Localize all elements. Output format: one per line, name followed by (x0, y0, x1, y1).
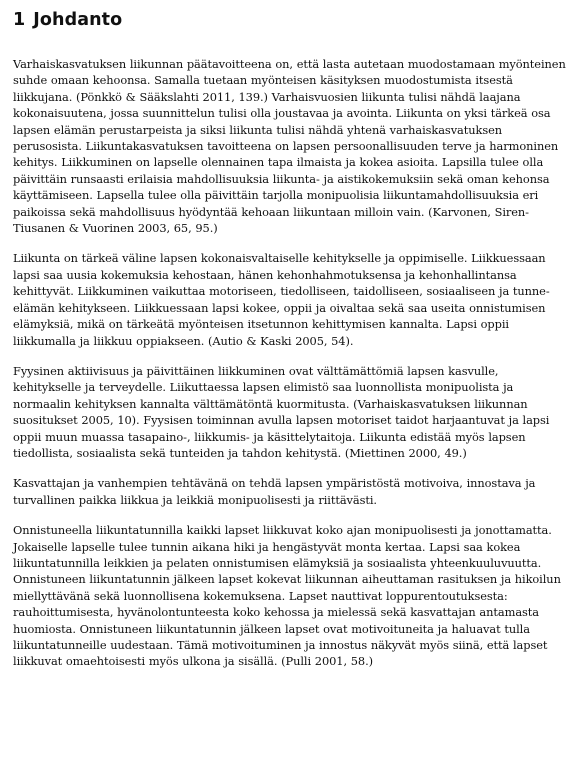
chapter-number: 1 (13, 10, 26, 30)
document-body (13, 56, 569, 670)
chapter-heading (13, 8, 569, 32)
paragraph: Varhaiskasvatuksen liikunnan päätavoitteena on, että lasta autetaan muodostamaan myönteinen suhde omaan kehoonsa. Samalla tuetaan myönteisen käsityksen muodostumista itsestä liikkujana. (Pönkkö & Sääkslahti 2011, 139.) Varhaisvuosien liikunta tulisi nähdä laajana kokonaisuutena, jossa suunnittelun tulisi olla joustavaa ja avointa. Liikunta on yksi tärkeä osa lapsen elämän perustarpeista ja siksi liikunta tulisi nähdä yhtenä varhaiskasvatuksen perusosista. Liikuntakasvatuksen tavoitteena on lapsen persoonallisuuden terve ja harmoninen kehitys. Liikkuminen on lapselle olennainen tapa ilmaista ja kokea asioita. Lapsilla tulee olla päivittäin runsaasti erilaisia mahdollisuuksia liikunta- ja aistikokemuksiin sekä oman kehonsa käyttämiseen. Lapsella tulee olla päivittäin tarjolla monipuolisia liikuntamahdollisuuksia eri paikoissa sekä mahdollisuus hyödyntää kehoaan liikuntaan milloin vain. (Karvonen, Siren-Tiusanen & Vuorinen 2003, 65, 95.) (13, 57, 566, 236)
document-page (13, 0, 569, 684)
paragraph: Onnistuneella liikuntatunnilla kaikki lapset liikkuvat koko ajan monipuolisesti ja jonottamatta. Jokaiselle lapselle tulee tunnin aikana hiki ja hengästyvät monta kertaa. Lapsi saa kokea liikuntatunnilla leikkien ja pelaten onnistumisen elämyksiä ja sosiaalista yhteenkuuluvuutta. Onnistuneen liikuntatunnin jälkeen lapset kokevat liikunnan aiheuttaman rasituksen ja hikoilun miellyttävänä sekä luonnollisena kokemuksena. Lapset nauttivat loppurentoutuksesta: rauhoittumisesta, hyvänolontunteesta koko kehossa ja mielessä sekä kasvattajan antamasta huomiosta. Onnistuneen liikuntatunnin jälkeen lapset ovat motivoituneita ja haluavat tulla liikuntatunneille uudestaan. Tämä motivoituminen ja innostus näkyvät myös siinä, että lapset liikkuvat omaehtoisesti myös ulkona ja sisällä. (Pulli 2001, 58.) (13, 523, 561, 669)
paragraph: Fyysinen aktiivisuus ja päivittäinen liikkuminen ovat välttämättömiä lapsen kasvulle, kehitykselle ja terveydelle. Liikuttaessa lapsen elimistö saa luonnollista monipuolista ja normaalin kehityksen kannalta välttämätöntä kuormitusta. (Varhaiskasvatuksen liikunnan suositukset 2005, 10). Fyysisen toiminnan avulla lapsen motoriset taidot harjaantuvat ja lapsi oppii muun muassa tasapaino-, liikkumis- ja käsittelytaitoja. Liikunta edistää myös lapsen tiedollista, sosiaalista sekä tunteiden ja tahdon kehitystä. (Miettinen 2000, 49.) (13, 363, 550, 460)
paragraph: Liikunta on tärkeä väline lapsen kokonaisvaltaiselle kehitykselle ja oppimiselle. Liikkuessaan lapsi saa uusia kokemuksia kehostaan, hänen kehonhahmotuksensa ja kehonhallintansa kehittyvät. Liikkuminen vaikuttaa motoriseen, tiedolliseen, taidolliseen, sosiaaliseen ja tunne-elämän kehitykseen. Liikkuessaan lapsi kokee, oppii ja oivaltaa sekä saa useita onnistumisen elämyksiä, mikä on tärkeätä myönteisen itsetunnon kehittymisen kannalta. Lapsi oppii liikkumalla ja liikkuu oppiakseen. (Autio & Kaski 2005, 54). (13, 251, 550, 348)
chapter-title: Johdanto (33, 10, 123, 30)
paragraph: Kasvattajan ja vanhempien tehtävänä on tehdä lapsen ympäristöstä motivoiva, innostava ja turvallinen paikka liikkua ja leikkiä monipuolisesti ja riittävästi. (13, 476, 536, 507)
